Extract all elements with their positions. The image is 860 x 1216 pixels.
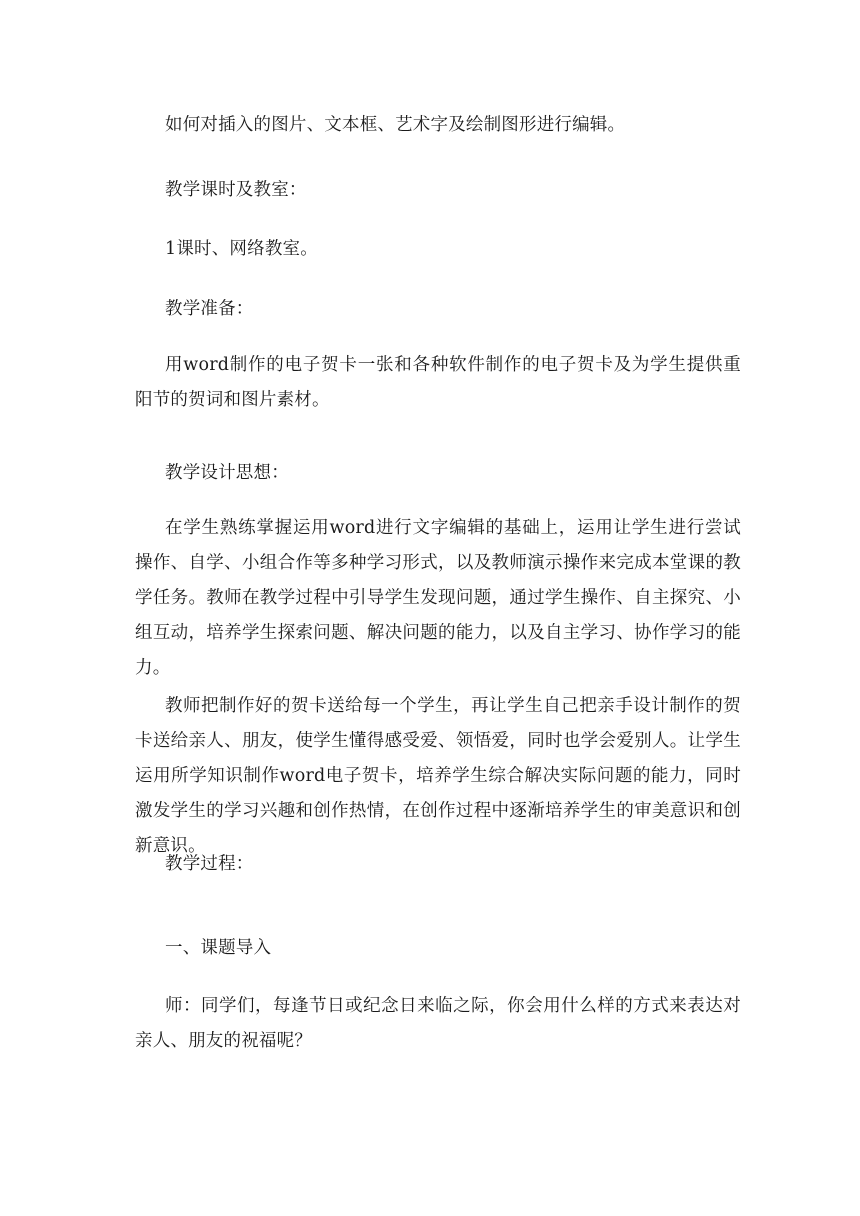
paragraph-greeting-card-goal: 教师把制作好的贺卡送给每一个学生，再让学生自己把亲手设计制作的贺卡送给亲人、朋友，使学生懂得感受爱、领悟爱，同时也学会爱别人。让学生运用所学知识制作word电子贺卡，培养学生综合解决实际问题的能力，同时激发学生的学习兴趣和创作热情，在创作过程中逐渐培养学生的审美意识和创新意识。 [135,696,741,856]
paragraph-design-idea: 在学生熟练掌握运用word进行文字编辑的基础上，运用让学生进行尝试操作、自学、小组合作等多种学习形式，以及教师演示操作来完成本堂课的教学任务。教师在教学过程中引导学生发现问题，通过学生操作、自主探究、小组互动，培养学生探索问题、解决问题的能力，以及自主学习、协作学习的能力。 [135,518,741,678]
paragraph-editing-topic: 如何对插入的图片、文本框、艺术字及绘制图形进行编辑。 [165,115,626,135]
heading-teaching-process: 教学过程： [165,854,254,874]
heading-preparation: 教学准备： [165,299,254,319]
paragraph-teacher-question: 师：同学们，每逢节日或纪念日来临之际，你会用什么样的方式来表达对亲人、朋友的祝福呢？ [135,996,741,1051]
heading-class-hours: 教学课时及教室： [165,180,307,200]
heading-introduction: 一、课题导入 [165,938,272,958]
heading-design-idea: 教学设计思想： [165,463,289,483]
paragraph-class-hours: 1课时、网络教室。 [165,239,318,259]
paragraph-preparation: 用word制作的电子贺卡一张和各种软件制作的电子贺卡及为学生提供重阳节的贺词和图片素材。 [135,355,741,410]
